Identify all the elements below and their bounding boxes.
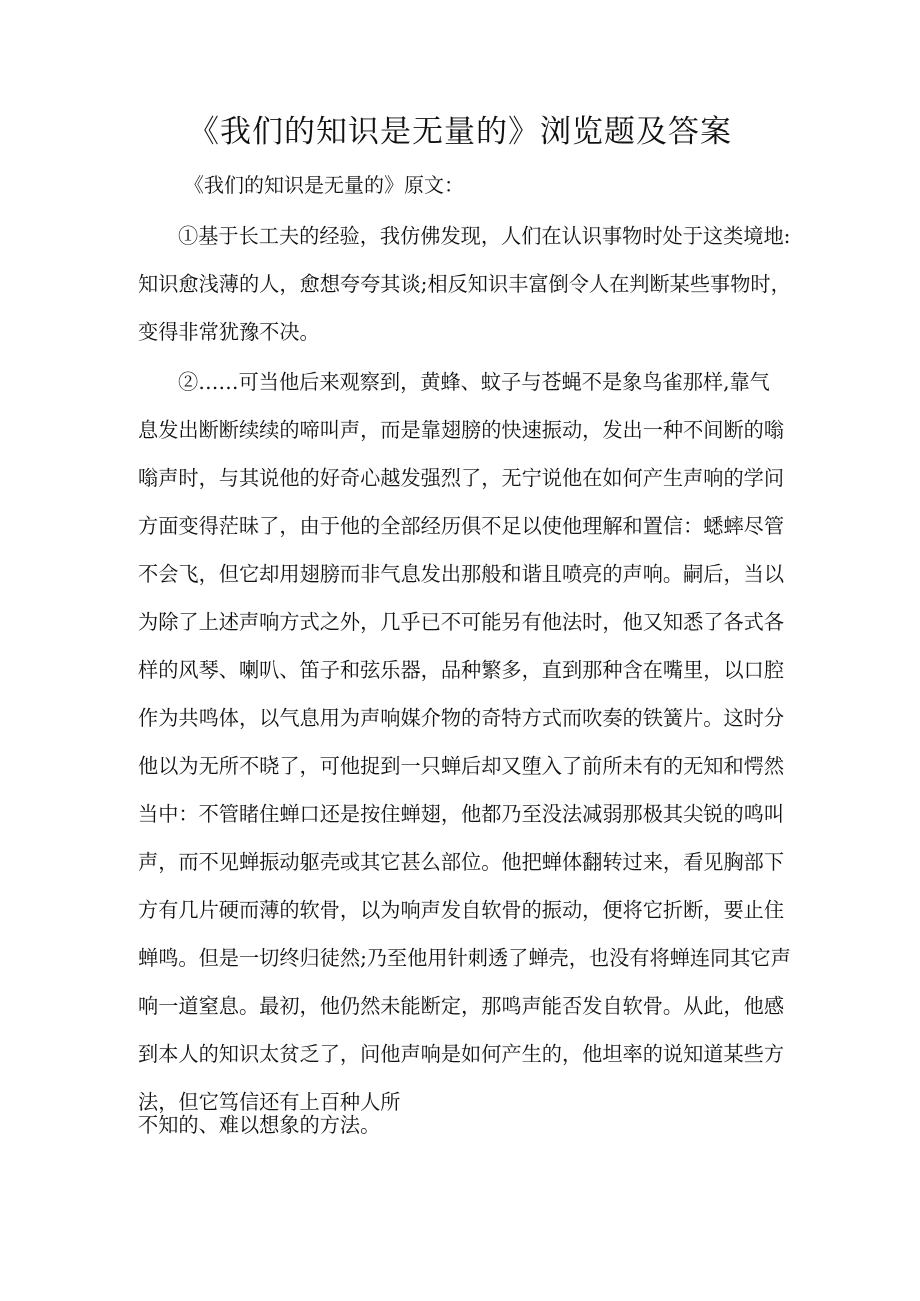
paragraph-2-line: 当中：不管睹住蝉口还是按住蝉翅，他都乃至没法减弱那极其尖锐的鸣叫 [138, 802, 785, 826]
paragraph-1-line: 知识愈浅薄的人，愈想夸夸其谈;相反知识丰富倒令人在判断某些事物时， [138, 272, 791, 296]
paragraph-2-line: 到本人的知识太贫乏了，问他声响是如何产生的，他坦率的说知道某些方 [138, 1042, 785, 1066]
paragraph-2-line: 为除了上述声响方式之外，几乎已不可能另有他法时，他又知悉了各式各 [138, 610, 785, 634]
paragraph-2-line: 作为共鸣体，以气息用为声响媒介物的奇特方式而吹奏的铁簧片。这时分 [138, 706, 785, 730]
paragraph-2-line: ②……可当他后来观察到，黄蜂、蚊子与苍蝇不是象鸟雀那样,靠气 [178, 370, 770, 394]
paragraph-2-continuation: 不知的、难以想象的方法。 [138, 1113, 381, 1137]
original-text-heading: 《我们的知识是无量的》原文： [184, 173, 464, 197]
paragraph-1-line: 变得非常犹豫不决。 [138, 320, 320, 344]
paragraph-2-line: 蝉鸣。但是一切终归徒然;乃至他用针刺透了蝉壳，也没有将蝉连同其它声 [138, 946, 791, 970]
paragraph-2-line: 法，但它笃信还有上百种人所 [138, 1090, 401, 1114]
paragraph-2-line: 不会飞，但它却用翅膀而非气息发出那般和谐且喷亮的声响。嗣后，当以 [138, 562, 785, 586]
paragraph-1 [138, 212, 791, 356]
paragraph-2-line: 息发出断断续续的啼叫声，而是靠翅膀的快速振动，发出一种不间断的嗡 [138, 418, 785, 442]
paragraph-2-line: 样的风琴、喇叭、笛子和弦乐器，品种繁多，直到那种含在嘴里，以口腔 [138, 658, 785, 682]
document-title: 《我们的知识是无量的》浏览题及答案 [188, 114, 732, 150]
paragraph-2-line: 他以为无所不晓了，可他捉到一只蝉后却又堕入了前所未有的无知和愕然 [138, 754, 785, 778]
paragraph-2 [138, 358, 791, 1126]
paragraph-2-line: 声，而不见蝉振动躯壳或其它甚么部位。他把蝉体翻转过来，看见胸部下 [138, 850, 785, 874]
paragraph-1-line: ①基于长工夫的经验，我仿佛发现，人们在认识事物时处于这类境地: [178, 224, 791, 248]
paragraph-2-line: 嗡声时，与其说他的好奇心越发强烈了，无宁说他在如何产生声响的学问 [138, 466, 785, 490]
paragraph-2-line: 方有几片硬而薄的软骨，以为响声发自软骨的振动，便将它折断，要止住 [138, 898, 785, 922]
paragraph-2-line: 方面变得茫昧了，由于他的全部经历俱不足以使他理解和置信：蟋蟀尽管 [138, 514, 785, 538]
paragraph-2-line: 响一道窒息。最初，他仍然未能断定，那鸣声能否发自软骨。从此，他感 [138, 994, 785, 1018]
